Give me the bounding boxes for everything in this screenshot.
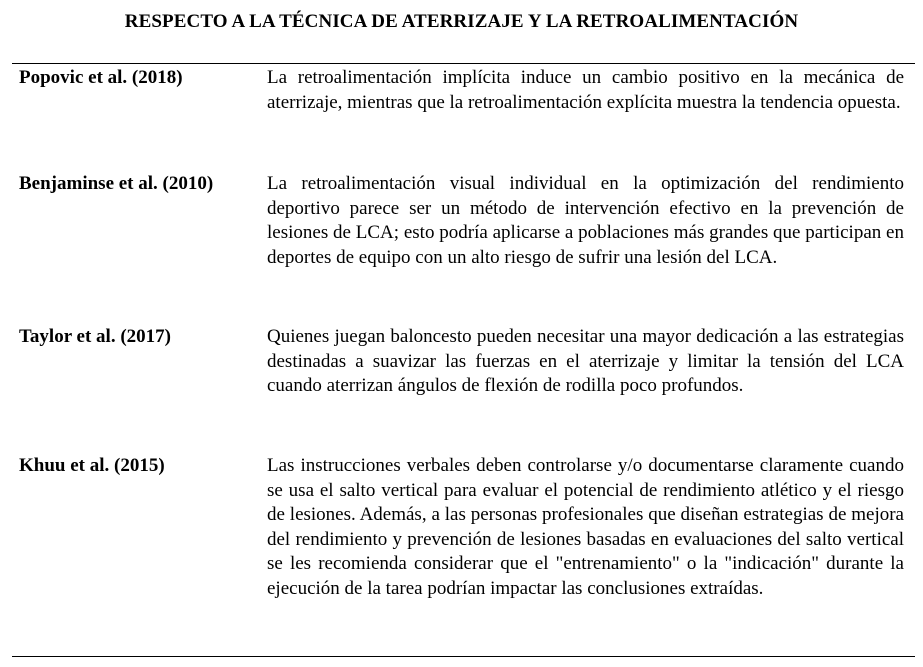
row-author: Taylor et al. (2017): [19, 326, 171, 347]
row-finding: Quienes juegan baloncesto pueden necesitar una mayor dedicación a las estrategias destinadas a suavizar las fuerzas en el aterrizaje y limitar la tensión del LCA cuando aterrizan ángulos de flexión de rodilla poco profundos.: [267, 326, 904, 397]
bottom-rule: [12, 656, 915, 657]
table-title: RESPECTO A LA TÉCNICA DE ATERRIZAJE Y LA RETROALIMENTACIÓN: [124, 11, 799, 32]
row-author: Popovic et al. (2018): [19, 67, 183, 88]
row-finding: La retroalimentación visual individual en la optimización del rendimiento deportivo parece ser un método de intervención efectivo en la prevención de lesiones de LCA; esto podría aplicarse a poblaciones más grandes que participan en deportes de equipo con un alto riesgo de sufrir una lesión del LCA.: [267, 173, 904, 268]
top-rule: [12, 63, 915, 64]
row-author: Benjaminse et al. (2010): [19, 173, 214, 194]
row-finding: La retroalimentación implícita induce un cambio positivo en la mecánica de aterrizaje, mientras que la retroalimentación explícita muestra la tendencia opuesta.: [267, 67, 904, 113]
row-finding: Las instrucciones verbales deben controlarse y/o documentarse claramente cuando se usa el salto vertical para evaluar el potencial de rendimiento atlético y el riesgo de lesiones. Además, a las personas profesionales que diseñan estrategias de mejora del rendimiento y prevención de lesiones basadas en evaluaciones del salto vertical se les recomienda considerar que el "entrenamiento" o la "indicación" durante la ejecución de la tarea podrían impactar las conclusiones extraídas.: [267, 455, 904, 599]
row-author: Khuu et al. (2015): [19, 455, 165, 476]
